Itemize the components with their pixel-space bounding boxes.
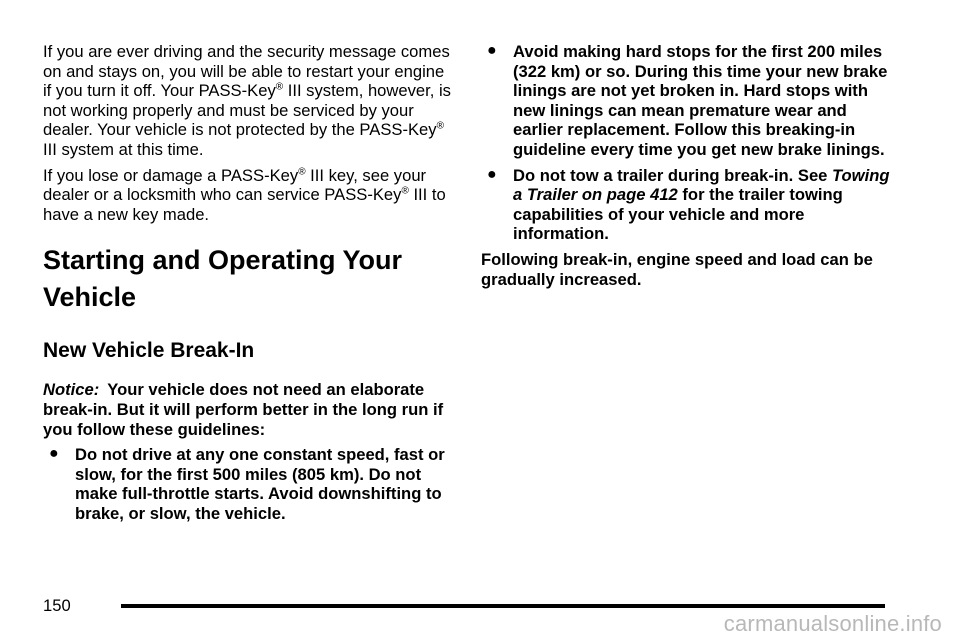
towing-trailer-link[interactable]: Towing a Trailer on page 412 — [513, 165, 890, 205]
right-column — [481, 42, 901, 289]
list-item: ● Do not drive at any one constant speed, fast or slow, for the first 500 miles (805 km). Do not make full-throttle starts. Avoid downshifting to brake, or slow, the vehicle. — [49, 445, 445, 523]
following-break-in-paragraph: Following break-in, engine speed and load can be gradually increased. — [481, 249, 873, 289]
list-item: ● Do not tow a trailer during break-in. See Towing a Trailer on page 412 for the trailer towing capabilities of your vehicle and more information. — [487, 165, 890, 244]
bullet-icon: ● — [487, 42, 497, 59]
subsection-heading: New Vehicle Break-In — [43, 339, 255, 363]
notice-label: Notice: — [43, 380, 100, 400]
footer-rule — [121, 604, 885, 608]
notice-paragraph — [43, 380, 453, 439]
watermark: carmanualsonline.info — [723, 611, 942, 636]
registered-mark: ® — [298, 166, 306, 178]
lost-key-paragraph: If you lose or damage a PASS-Key® III key, see your dealer or a locksmith who can service PASS-Key® III to have a new key made. — [43, 165, 446, 224]
guideline-list — [43, 445, 453, 523]
registered-mark: ® — [436, 120, 444, 132]
guideline-list-continued — [481, 42, 901, 244]
security-paragraph: If you are ever driving and the security message comes on and stays on, you will be able to restart your engine if you turn it off. Your PASS-Key® III system, however, is not working properly and must be serviced by your dealer. Your vehicle is not protected by the PASS-Key® III system at this time. — [43, 42, 451, 159]
notice-text: Your vehicle does not need an elaborate break-in. But it will perform better in the long run if you follow these guidelines: — [43, 380, 444, 439]
page-number: 150 — [43, 596, 71, 615]
bullet-icon: ● — [49, 445, 59, 463]
section-heading: Starting and Operating Your Vehicle — [43, 245, 403, 313]
bullet-icon: ● — [487, 165, 497, 183]
registered-mark: ® — [275, 81, 284, 93]
registered-mark: ® — [401, 185, 409, 197]
list-item: ● Avoid making hard stops for the first 200 miles (322 km) or so. During this time your new brake linings are not yet broken in. Hard stops with new linings can mean premature wear and earlier replacement. Follow this breaking-in guideline every time you get new brake linings. — [487, 42, 888, 159]
left-column — [43, 42, 453, 524]
